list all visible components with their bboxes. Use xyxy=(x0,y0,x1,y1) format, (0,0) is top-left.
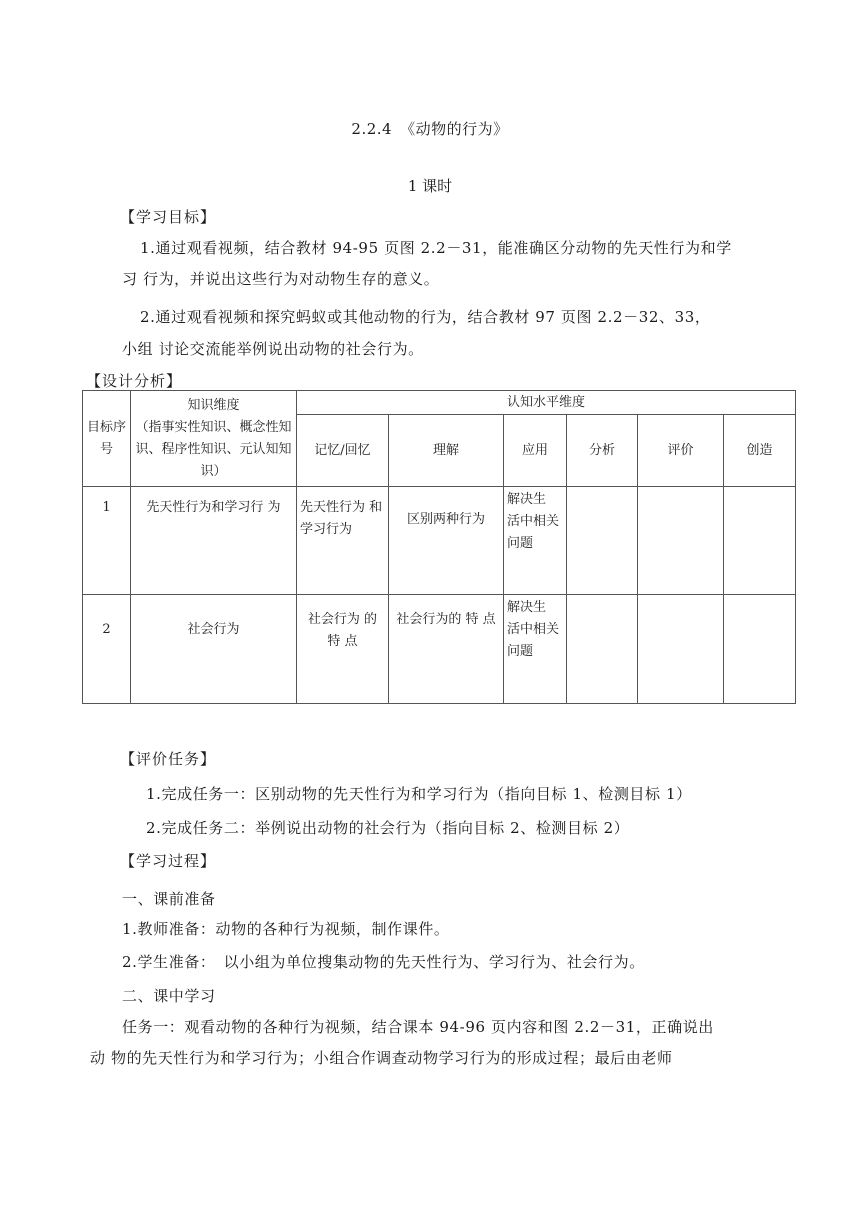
evaluation-item-2: 2.完成任务二：举例说出动物的社会行为（指向目标 2、检测目标 2） xyxy=(146,819,630,837)
knowledge-dimension-subtitle: （指事实性知识、概念性知识、程序性知识、元认知知识） xyxy=(135,419,292,479)
table-row xyxy=(83,487,796,595)
level-create-header: 创造 xyxy=(724,415,796,487)
table-row xyxy=(83,595,796,704)
level-remember-header: 记忆/回忆 xyxy=(297,415,389,487)
evaluate-cell xyxy=(638,595,724,704)
evaluation-item-1: 1.完成任务一：区别动物的先天性行为和学习行为（指向目标 1、检测目标 1） xyxy=(146,785,692,803)
level-understand-header: 理解 xyxy=(389,415,504,487)
knowledge-dimension-header xyxy=(131,391,297,487)
apply-cell: 解决生 活中相关问题 xyxy=(504,595,567,704)
teacher-preparation: 1.教师准备：动物的各种行为视频，制作课件。 xyxy=(122,920,450,938)
remember-cell: 社会行为 的 特 点 xyxy=(297,595,389,704)
evaluation-heading: 【评价任务】 xyxy=(120,750,217,768)
knowledge-cell: 社会行为 xyxy=(131,595,297,704)
knowledge-cell: 先天性行为和学习行 为 xyxy=(131,487,297,595)
design-heading: 【设计分析】 xyxy=(86,372,183,390)
create-cell xyxy=(724,487,796,595)
apply-cell: 解决生 活中相关问题 xyxy=(504,487,567,595)
level-apply-header: 应用 xyxy=(504,415,567,487)
document-title: 2.2.4 《动物的行为》 xyxy=(351,120,509,138)
target-number-header: 目标序号 xyxy=(83,391,131,487)
objectives-heading: 【学习目标】 xyxy=(120,208,217,226)
evaluate-cell xyxy=(638,487,724,595)
section-preparation: 一、课前准备 xyxy=(122,890,216,908)
document-subtitle: 1 课时 xyxy=(407,177,453,195)
student-preparation: 2.学生准备： 以小组为单位搜集动物的先天性行为、学习行为、社会行为。 xyxy=(122,953,645,971)
objective-2-line-1: 2.通过观看视频和探究蚂蚁或其他动物的行为，结合教材 97 页图 2.2－32、33， xyxy=(140,308,711,326)
create-cell xyxy=(724,595,796,704)
understand-cell: 区别两种行为 xyxy=(389,487,504,595)
design-analysis-table xyxy=(82,390,796,704)
knowledge-dimension-title: 知识维度 xyxy=(187,397,240,413)
level-analyze-header: 分析 xyxy=(567,415,638,487)
objective-1-line-1: 1.通过观看视频，结合教材 94-95 页图 2.2－31，能准确区分动物的先天性行为和学 xyxy=(140,239,732,257)
row-number: 2 xyxy=(83,595,131,704)
section-in-class: 二、课中学习 xyxy=(122,987,216,1005)
level-evaluate-header: 评价 xyxy=(638,415,724,487)
analyze-cell xyxy=(567,487,638,595)
row-number: 1 xyxy=(83,487,131,595)
objective-2-line-2: 小组 讨论交流能举例说出动物的社会行为。 xyxy=(122,340,424,358)
remember-cell: 先天性行为 和学习行为 xyxy=(297,487,389,595)
task-1-line-2: 动 物的先天性行为和学习行为；小组合作调查动物学习行为的形成过程；最后由老师 xyxy=(90,1049,673,1067)
task-1-line-1: 任务一：观看动物的各种行为视频，结合课本 94-96 页内容和图 2.2－31，正确说出 xyxy=(122,1018,714,1036)
understand-cell: 社会行为的 特 点 xyxy=(389,595,504,704)
analyze-cell xyxy=(567,595,638,704)
objective-1-line-2: 习 行为，并说出这些行为对动物生存的意义。 xyxy=(122,270,440,288)
cognitive-dimension-header: 认知水平维度 xyxy=(297,391,796,415)
process-heading: 【学习过程】 xyxy=(120,852,217,870)
